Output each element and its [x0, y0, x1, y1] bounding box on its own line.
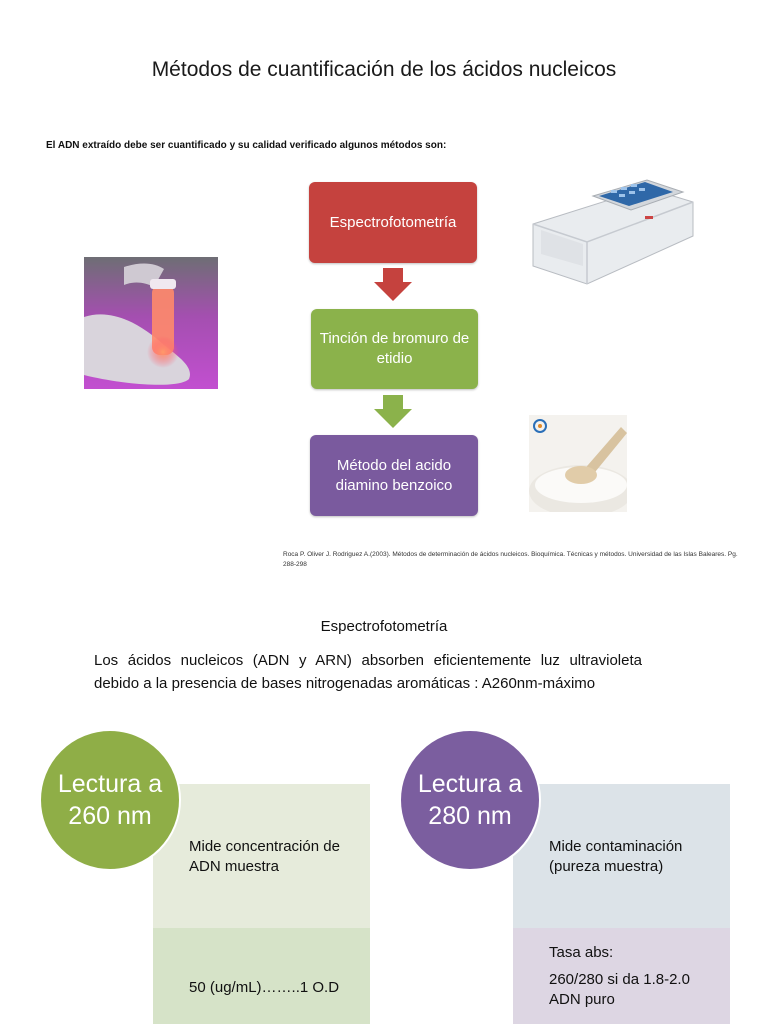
card-280-bottom-line-1: Tasa abs: — [549, 944, 614, 961]
flow-step-ethidium: Tinción de bromuro de etidio — [311, 309, 478, 389]
page-title: Métodos de cuantificación de los ácidos nucleicos — [151, 58, 617, 81]
circle-280: Lectura a 280 nm — [399, 729, 541, 871]
flow-step-spectrophotometry: Espectrofotometría — [309, 182, 477, 263]
card-260-top-text: Mide concentración de ADN muestra — [189, 838, 340, 875]
card-260-bottom-text: 50 (ug/mL)……..1 O.D — [189, 979, 340, 996]
card-280-top-text: Mide contaminación (pureza muestra) — [549, 838, 683, 875]
card-280-bottom-line-2: 260/280 si da 1.8-2.0 ADN puro — [549, 971, 690, 1008]
section-paragraph: Los ácidos nucleicos (ADN y ARN) absorben eficientemente luz ultravioleta debido a la presencia de bases nitrogenadas aromáticas : A260nm-máximo — [94, 652, 642, 692]
flow-step-diaminobenzoic: Método del acido diamino benzoico — [310, 435, 478, 516]
section-title: Espectrofotometría — [320, 618, 448, 635]
intro-text: El ADN extraído debe ser cuantificado y su calidad verificado algunos métodos son: — [46, 140, 447, 151]
arrow-down-icon — [374, 268, 412, 301]
card-260-bottom-panel — [153, 928, 370, 1024]
tube-fluorescence-image — [84, 257, 218, 389]
arrow-down-icon — [374, 395, 412, 428]
powder-image — [529, 415, 627, 512]
citation-text: Roca P. Oliver J. Rodriguez A.(2003). Métodos de determinación de ácidos nucleicos. Bioquímica. Técnicas y métodos. Universidad de las Islas Baleares. Pg. 288-298 — [283, 551, 738, 568]
circle-260: Lectura a 260 nm — [39, 729, 181, 871]
spectrophotometer-image — [527, 166, 699, 288]
